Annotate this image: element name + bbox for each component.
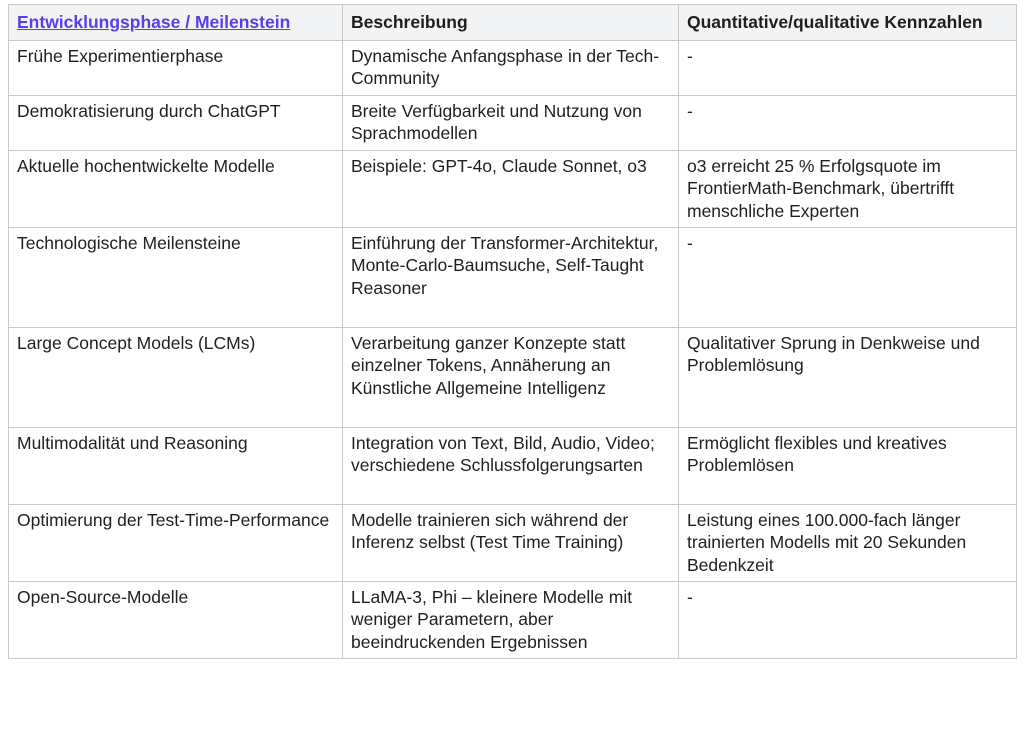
cell-description: Verarbeitung ganzer Konzepte statt einzelner Tokens, Annäherung an Künstliche Allgemeine Intelligenz xyxy=(343,327,679,427)
cell-phase: Large Concept Models (LCMs) xyxy=(9,327,343,427)
table-row xyxy=(9,504,1017,581)
cell-description: Einführung der Transformer-Architektur, Monte-Carlo-Baumsuche, Self-Taught Reasoner xyxy=(343,227,679,327)
cell-phase: Technologische Meilensteine xyxy=(9,227,343,327)
cell-description: LLaMA-3, Phi – kleinere Modelle mit weniger Parametern, aber beeindruckenden Ergebnissen xyxy=(343,581,679,658)
table-row xyxy=(9,327,1017,427)
table-row xyxy=(9,95,1017,150)
cell-description: Breite Verfügbarkeit und Nutzung von Sprachmodellen xyxy=(343,95,679,150)
cell-metrics: - xyxy=(679,40,1017,95)
cell-phase: Frühe Experimentierphase xyxy=(9,40,343,95)
cell-description: Beispiele: GPT-4o, Claude Sonnet, o3 xyxy=(343,150,679,227)
cell-phase: Open-Source-Modelle xyxy=(9,581,343,658)
cell-metrics: - xyxy=(679,95,1017,150)
table-row xyxy=(9,227,1017,327)
cell-metrics: o3 erreicht 25 % Erfolgsquote im FrontierMath-Benchmark, übertrifft menschliche Experten xyxy=(679,150,1017,227)
table-row xyxy=(9,40,1017,95)
header-metrics: Quantitative/qualitative Kennzahlen xyxy=(679,5,1017,41)
table-row xyxy=(9,581,1017,658)
table-container xyxy=(8,4,1016,659)
header-phase[interactable] xyxy=(9,5,343,41)
cell-phase: Optimierung der Test-Time-Performance xyxy=(9,504,343,581)
cell-description: Integration von Text, Bild, Audio, Video; verschiedene Schlussfolgerungsarten xyxy=(343,427,679,504)
header-description: Beschreibung xyxy=(343,5,679,41)
milestones-table xyxy=(8,4,1017,659)
cell-metrics: Ermöglicht flexibles und kreatives Problemlösen xyxy=(679,427,1017,504)
cell-phase: Aktuelle hochentwickelte Modelle xyxy=(9,150,343,227)
cell-phase: Demokratisierung durch ChatGPT xyxy=(9,95,343,150)
table-row xyxy=(9,427,1017,504)
header-phase-link[interactable]: Entwicklungsphase / Meilenstein xyxy=(17,12,291,32)
cell-phase: Multimodalität und Reasoning xyxy=(9,427,343,504)
cell-metrics: - xyxy=(679,581,1017,658)
table-header-row xyxy=(9,5,1017,41)
cell-description: Dynamische Anfangsphase in der Tech-Community xyxy=(343,40,679,95)
cell-metrics: Qualitativer Sprung in Denkweise und Problemlösung xyxy=(679,327,1017,427)
cell-metrics: - xyxy=(679,227,1017,327)
cell-description: Modelle trainieren sich während der Inferenz selbst (Test Time Training) xyxy=(343,504,679,581)
cell-metrics: Leistung eines 100.000-fach länger trainierten Modells mit 20 Sekunden Bedenkzeit xyxy=(679,504,1017,581)
table-row xyxy=(9,150,1017,227)
